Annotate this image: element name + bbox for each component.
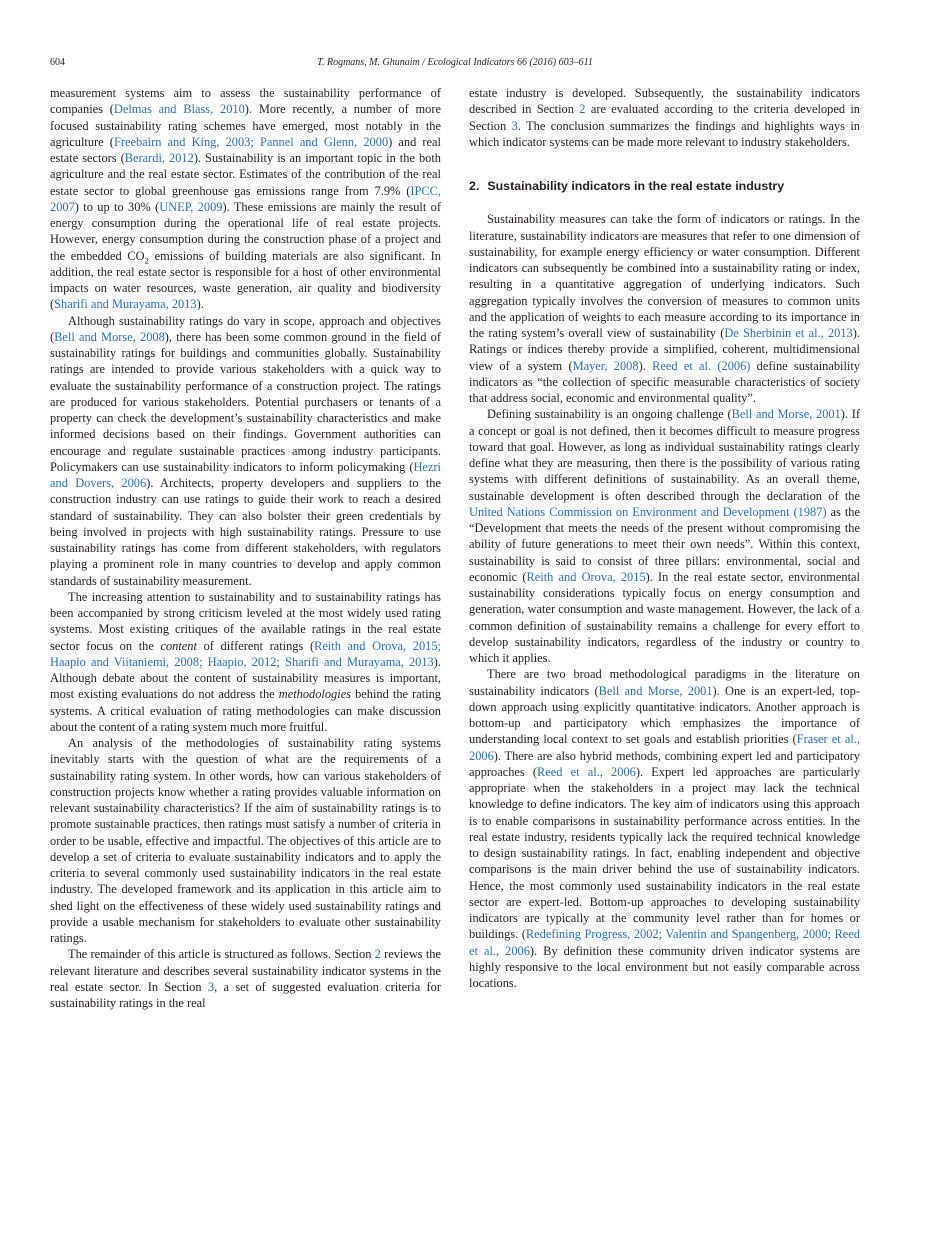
citation-link[interactable]: UNEP, 2009 — [159, 199, 223, 214]
text-span: ). One is an expert-led, top-down approach using explicitly quantitative indicators. Another approach is bottom-up and participatory which emphasizes the importance of understanding local context to set goals and establish priorities ( — [469, 683, 861, 747]
running-title: T. Rogmans, M. Ghunaim / Ecological Indicators 66 (2016) 603–611 — [317, 57, 593, 68]
section-link[interactable]: 2 — [374, 947, 381, 962]
text-span: ). Architects, property developers and suppliers to the construction industry can use ratings to guide their work to reach a desired standard of sustainability. They can also bolster their green credentials by being involved in projects with high sustainability ratings. Pressure to use sustainability ratings has come from different stakeholders, with regulators playing a prominent role in many countries to develop and apply common standards of sustainability measurement. — [50, 476, 441, 588]
text-span: , a set of suggested evaluation criteria for sustainability ratings in the real — [50, 979, 442, 1010]
text-span: measurement systems aim to assess the sustainability performance of companies ( — [50, 86, 441, 117]
paragraph — [469, 85, 860, 150]
citation-link[interactable]: Reith and Orova, 2015; Haapio and Viitaniemi, 2008; Haapio, 2012; Sharifi and Murayama, 2013 — [50, 638, 441, 669]
paragraph — [50, 589, 441, 735]
citation-link[interactable]: Bell and Morse, 2008 — [54, 329, 165, 344]
citation-link[interactable]: Redefining Progress, 2002; Valentin and Spangenberg, 2000; Reed et al., 2006 — [469, 927, 860, 958]
text-span: ) to up to 30% ( — [74, 199, 160, 214]
text-span: ). Ratings or indices thereby provide a simplified, coherent, multidimensional view of a system ( — [469, 326, 860, 373]
citation-link[interactable]: Reith and Orova, 2015 — [526, 569, 646, 584]
text-span: ). If a concept or goal is not defined, then it becomes difficult to measure progress toward that goal. However, as long as individual sustainability ratings clearly define what they are measuring, then there is the possibility of various rating systems with different definitions of sustainability. As an overall theme, sustainable development is often described through the declaration of the — [469, 407, 860, 503]
text-span: The increasing attention to sustainability and to sustainability ratings has been accompanied by strong criticism leveled at the most widely used rating systems. Most existing critiques of the available ratings in the real estate sector focus on the — [50, 589, 441, 653]
text-span: define sustainability indicators as “the collection of specific measurable characteristics of society that address social, economic and environmental quality”. — [469, 358, 861, 405]
text-span: The remainder of this article is structured as follows. Section — [68, 947, 375, 962]
emphasis: content — [160, 638, 197, 653]
citation-link[interactable]: Freebairn and King, 2003; Pannel and Glenn, 2000 — [113, 134, 389, 149]
citation-link[interactable]: Reed et al. (2006) — [652, 358, 751, 373]
citation-link[interactable]: Bell and Morse, 2001 — [731, 407, 841, 422]
text-span: of different ratings ( — [196, 638, 315, 653]
page-number: 604 — [50, 57, 65, 68]
text-span: ). — [638, 358, 653, 373]
text-span: An analysis of the methodologies of sustainability rating systems inevitably starts with the question of what are the requirements of a sustainability rating system. In other words, how can various stakeholders of construction projects know whether a rating provides valuable information on relevant sustainability characteristics? If the aim of sustainability ratings is to promote sustainable practices, then ratings must satisfy a number of criteria in order to be usable, effective and impactful. The objectives of this article are to develop a set of criteria to evaluate sustainability indicators and to apply the criteria to several commonly used sustainability indicators in the real estate industry. The developed framework and its application in this article aim to shed light on the effectiveness of these widely used sustainability ratings and provide a usable mechanism for stakeholders to evaluate other sustainability ratings. — [50, 736, 441, 945]
citation-link[interactable]: Delmas and Blass, 2010 — [113, 102, 245, 117]
text-span: Although sustainability ratings do vary in scope, approach and objectives ( — [50, 313, 441, 344]
left-column — [50, 85, 441, 1011]
citation-link[interactable]: Berardi, 2012 — [124, 151, 194, 165]
section-link[interactable]: 2 — [579, 102, 586, 117]
section-title: Sustainability indicators in the real estate industry — [487, 179, 785, 193]
text-span: ). In the real estate sector, environmental sustainability considerations typically focus on energy consumption and generation, water consumption and waste management. However, the lack of a common definition of sustainability remains a challenge for every effort to develop sustainability indicators, regardless of the industry or country to which it applies. — [469, 569, 860, 665]
right-column — [469, 85, 860, 991]
subscript: 2 — [144, 254, 149, 265]
text-span: Defining sustainability is an ongoing challenge ( — [487, 407, 732, 422]
text-span: are evaluated according to the criteria developed in Section — [469, 102, 860, 133]
citation-link[interactable]: United Nations Commission on Environment and Development (1987) — [469, 504, 827, 519]
text-span: ). By definition these community driven indicator systems are highly responsive to the local environment but not easily comparable across locations. — [469, 943, 860, 990]
text-span: There are two broad methodological paradigms in the literature on sustainability indicators ( — [469, 667, 860, 698]
text-span: as the “Development that meets the needs of the present without compromising the ability of future generations to meet their own needs”. Within this context, sustainability is said to consist of three pillars: environmental, social and economic ( — [469, 504, 861, 584]
text-span: Sustainability measures can take the form of indicators or ratings. In the literature, sustainability indicators are measures that refer to one dimension of sustainability, for example energy efficiency or water consumption. Different indicators can subsequently be combined into a sustainability rating or index, resulting in a quantitative aggregation of underlying indicators. Such aggregation typically involves the conversion of measures to common units and the application of weights to each measure according to its importance in the rating system’s overall view of sustainability ( — [469, 212, 860, 340]
text-span: estate industry is developed. Subsequently, the sustainability indicators described in Section — [469, 86, 860, 117]
citation-link[interactable]: De Sherbinin et al., 2013 — [724, 326, 853, 340]
text-span: behind the rating systems. A critical evaluation of rating methodologies can make discussion about the content of a rating system much more fruitful. — [50, 687, 441, 734]
text-span: . The conclusion summarizes the findings and highlights ways in which indicator systems can be made more relevant to industry stakeholders. — [469, 118, 861, 149]
text-span: ) and real estate sectors ( — [50, 134, 441, 165]
section-number: 2. — [469, 179, 480, 193]
paragraph — [50, 735, 441, 946]
text-span: emissions of building materials are also significant. In addition, the real estate sector is responsible for a host of other environmental impacts on water resources, waste generation, air quality and biodiversity ( — [50, 248, 441, 312]
paragraph — [469, 211, 860, 406]
section-link[interactable]: 3 — [511, 118, 518, 133]
paragraph — [50, 946, 441, 1011]
citation-link[interactable]: IPCC, 2007 — [50, 183, 441, 214]
paragraph — [50, 313, 441, 589]
paragraph — [469, 666, 860, 991]
paragraph — [469, 406, 860, 666]
emphasis: methodologies — [278, 687, 352, 702]
paragraph — [50, 85, 441, 313]
text-span: reviews the relevant literature and describes several sustainability indicator systems in the real estate sector. In Section — [50, 947, 441, 994]
text-span: ). — [196, 297, 204, 312]
running-header — [50, 56, 860, 70]
section-heading — [469, 178, 860, 194]
text-span: ). More recently, a number of more focused sustainability rating schemes have emerged, most notably in the agriculture ( — [50, 102, 441, 149]
section-link[interactable]: 3 — [207, 979, 215, 994]
citation-link[interactable]: Bell and Morse, 2001 — [598, 683, 713, 698]
text-span: ). These emissions are mainly the result of energy consumption during the operational life of real estate projects. However, energy consumption during the construction phase of a project and the embedded CO — [50, 199, 441, 263]
text-span: ). Expert led approaches are particularly appropriate when the stakeholders in a project may lack the technical knowledge to define indicators. The key aim of indicators using this approach is to enable comparisons in sustainability performance across entities. In the real estate industry, residents typically lack the required technical knowledge to design sustainability ratings. In fact, enabling independent and objective comparisons is the main driver behind the use of sustainability indicators. Hence, the most commonly used sustainability indicators in the real estate sector are expert-led. Bottom-up approaches to developing sustainability indicators are typically at the community level rather than for homes or buildings. ( — [469, 764, 861, 942]
text-span: ). There are also hybrid methods, combining expert led and participatory approaches ( — [469, 748, 860, 779]
citation-link[interactable]: Mayer, 2008 — [572, 358, 639, 373]
citation-link[interactable]: Fraser et al., 2006 — [469, 732, 860, 763]
text-span: ). Sustainability is an important topic in the both agriculture and the real estate sector. Estimates of the contribution of the real estate sector to global greenhouse gas emissions range from 7.9% ( — [50, 151, 441, 198]
text-span: ). Although debate about the content of sustainability measures is important, most existing evaluations do not address the — [50, 654, 441, 702]
text-span: ), there has been some common ground in the field of sustainability ratings for buildings and communities globally. Sustainability ratings are intended to provide various stakeholders with a quick way to evaluate the sustainability performance of a construction project. The ratings are produced for various stakeholders. Potential purchasers or tenants of a property can check the development’s sustainability characteristics and make informed decisions based on their findings. Government authorities can encourage and regulate sustainable practices among industry participants. Policymakers can use sustainability indicators to inform policymaking ( — [50, 329, 442, 474]
citation-link[interactable]: Sharifi and Murayama, 2013 — [54, 297, 197, 312]
citation-link[interactable]: Hezri and Dovers, 2006 — [50, 459, 441, 490]
citation-link[interactable]: Reed et al., 2006 — [537, 764, 636, 779]
